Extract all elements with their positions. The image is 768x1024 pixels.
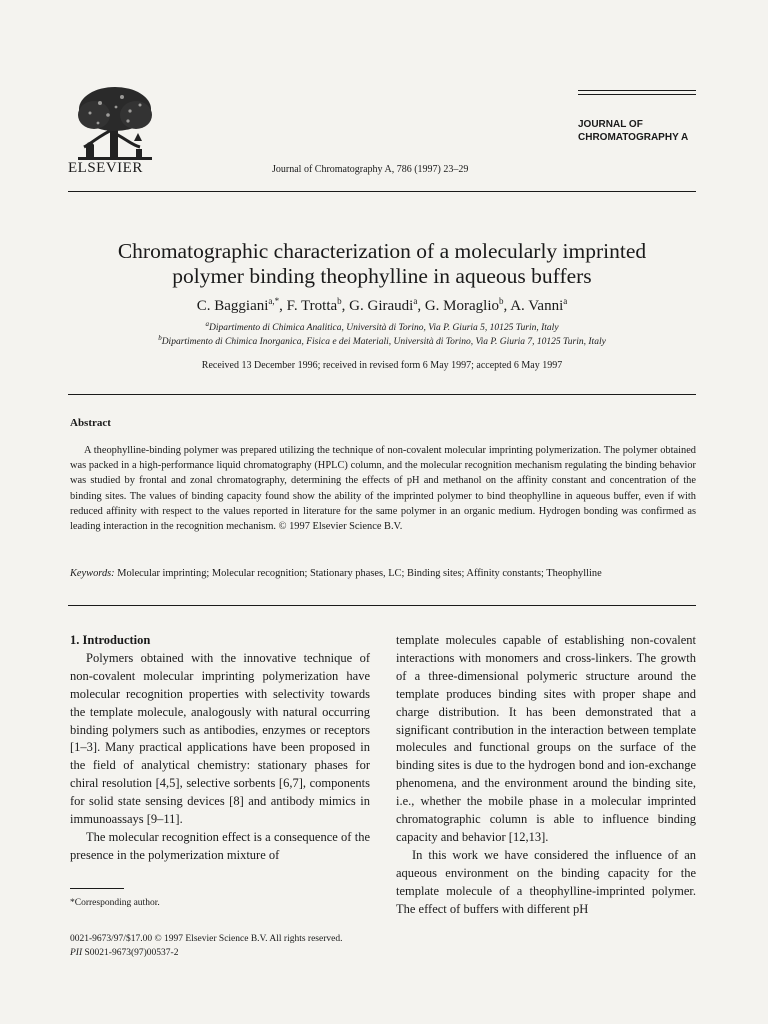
author: G. Giraudi [349,298,414,314]
article-title [68,239,696,289]
copyright-line: 0021-9673/97/$17.00 © 1997 Elsevier Science B.V. All rights reserved. [70,934,343,944]
journal-name-line2: CHROMATOGRAPHY A [578,132,689,143]
author-list: C. Baggiani$^{a,*}$, F. Trotta$^b$, G. Giraudi$^a$, G. Moraglio$^b$, A. Vanni$^a$ [196,296,568,314]
keywords-text: Molecular imprinting; Molecular recognition; Stationary phases, LC; Binding sites; Affinity constants; Theophylline [117,568,602,579]
copyright-block [70,932,342,960]
keywords-label: Keywords: [70,568,115,579]
journal-title-rules [578,90,696,98]
pii-number: S0021-9673(97)00537-2 [84,948,179,958]
paragraph: The molecular recognition effect is a consequence of the presence in the polymerization mixture of [70,829,370,862]
paragraph: Polymers obtained with the innovative technique of non-covalent molecular imprinting polymerization have molecular recognition properties with selectivity towards the template molecule, analogously with natural occurring binding polymers such as antibodies, enzymes or receptors [1–3]. Many practical applications have been proposed in the field of analytical chemistry: stationary phases for chiral resolution [4,5], selective sorbents [6,7], components for solid state sensing devices [8] and antibody mimics in immunoassays [9–11]. [70,650,370,827]
journal-name-line1: JOURNAL OF [578,119,643,130]
paragraph: In this work we have considered the influence of an aqueous environment on the binding capacity for the template molecule of a theophylline-imprinted polymer. The effect of buffers with different pH [396,847,696,916]
abstract-top-divider [68,394,696,395]
footnote-rule [70,888,124,889]
author: A. Vanni [510,298,564,314]
received-dates: Received 13 December 1996; received in revised form 6 May 1997; accepted 6 May 1997 [201,360,563,371]
affiliation-a [68,320,696,333]
author: G. Moraglio [424,298,499,314]
abstract-text: A theophylline-binding polymer was prepared utilizing the technique of non-covalent molecular imprinting polymerization. The polymer obtained was packed in a high-performance liquid chromatography (HPLC) column, and the molecular recognition mechanism regulating the binding behavior was studied by frontal and zonal chromatography, determining the effects of pH and methanol on the affinity constant and concentration of the binding sites. The values of binding capacity found show the ability of the imprinted polymer to bind theophylline in aqueous buffer, even if with reduced affinity with respect to the values reported in literature for the same polymer in an organic medium. Hydrogen bonding was confirmed as leading interaction in the recognition mechanism. © 1997 Elsevier Science B.V. [70,445,696,533]
affiliation-b-text: Dipartimento di Chimica Inorganica, Fisica e dei Materiali, Università di Torino, Via P. Giuria 7, 10125 Turin, Italy [161,337,606,348]
body-column-left [70,632,370,865]
pii-line [70,946,342,960]
publisher-name: ELSEVIER [68,160,143,176]
keywords [70,566,696,581]
abstract-bottom-divider [68,605,696,606]
affiliation-a-mark: a [205,320,209,328]
footnote: *Corresponding author. [70,898,160,908]
journal-citation: Journal of Chromatography A, 786 (1997) 23–29 [272,164,469,175]
affiliation-b [68,334,696,347]
author: F. Trotta [286,298,338,314]
author-affiliation-mark: a,* [268,296,280,306]
author-affiliation-mark: b [337,296,342,306]
header-divider [68,191,696,192]
affiliation-a-text: Dipartimento di Chimica Analitica, Università di Torino, Via P. Giuria 5, 10125 Turin, Italy [208,323,559,334]
affiliation-b-mark: b [158,334,162,342]
author-affiliation-mark: a [563,296,568,306]
author-affiliation-mark: a [413,296,418,306]
paragraph: template molecules capable of establishing non-covalent interactions with monomers and cross-linkers. The growth of a three-dimensional polymeric structure around the template produces binding sites with proper shape and charge distribution. It has been demonstrated that a significant contribution in the interaction between template molecules and functional groups on the surface of the binding sites is due to the hydrogen bond and ion-exchange phenomena, and the environment around the binding site, i.e., whether the mobile phase in a molecular imprinted chromatographic column is able to influence binding capacity and behavior [12,13]. [396,633,696,844]
author-affiliation-mark: b [499,296,504,306]
journal-name [578,118,708,144]
pii-label: PII [70,948,83,958]
body-column-right [396,632,696,919]
article-title-line2: polymer binding theophylline in aqueous buffers [172,264,592,288]
section-heading: 1. Introduction [70,633,151,647]
abstract-heading: Abstract [70,417,111,429]
article-title-line1: Chromatographic characterization of a molecularly imprinted [117,239,647,263]
author: C. Baggiani [196,298,269,314]
